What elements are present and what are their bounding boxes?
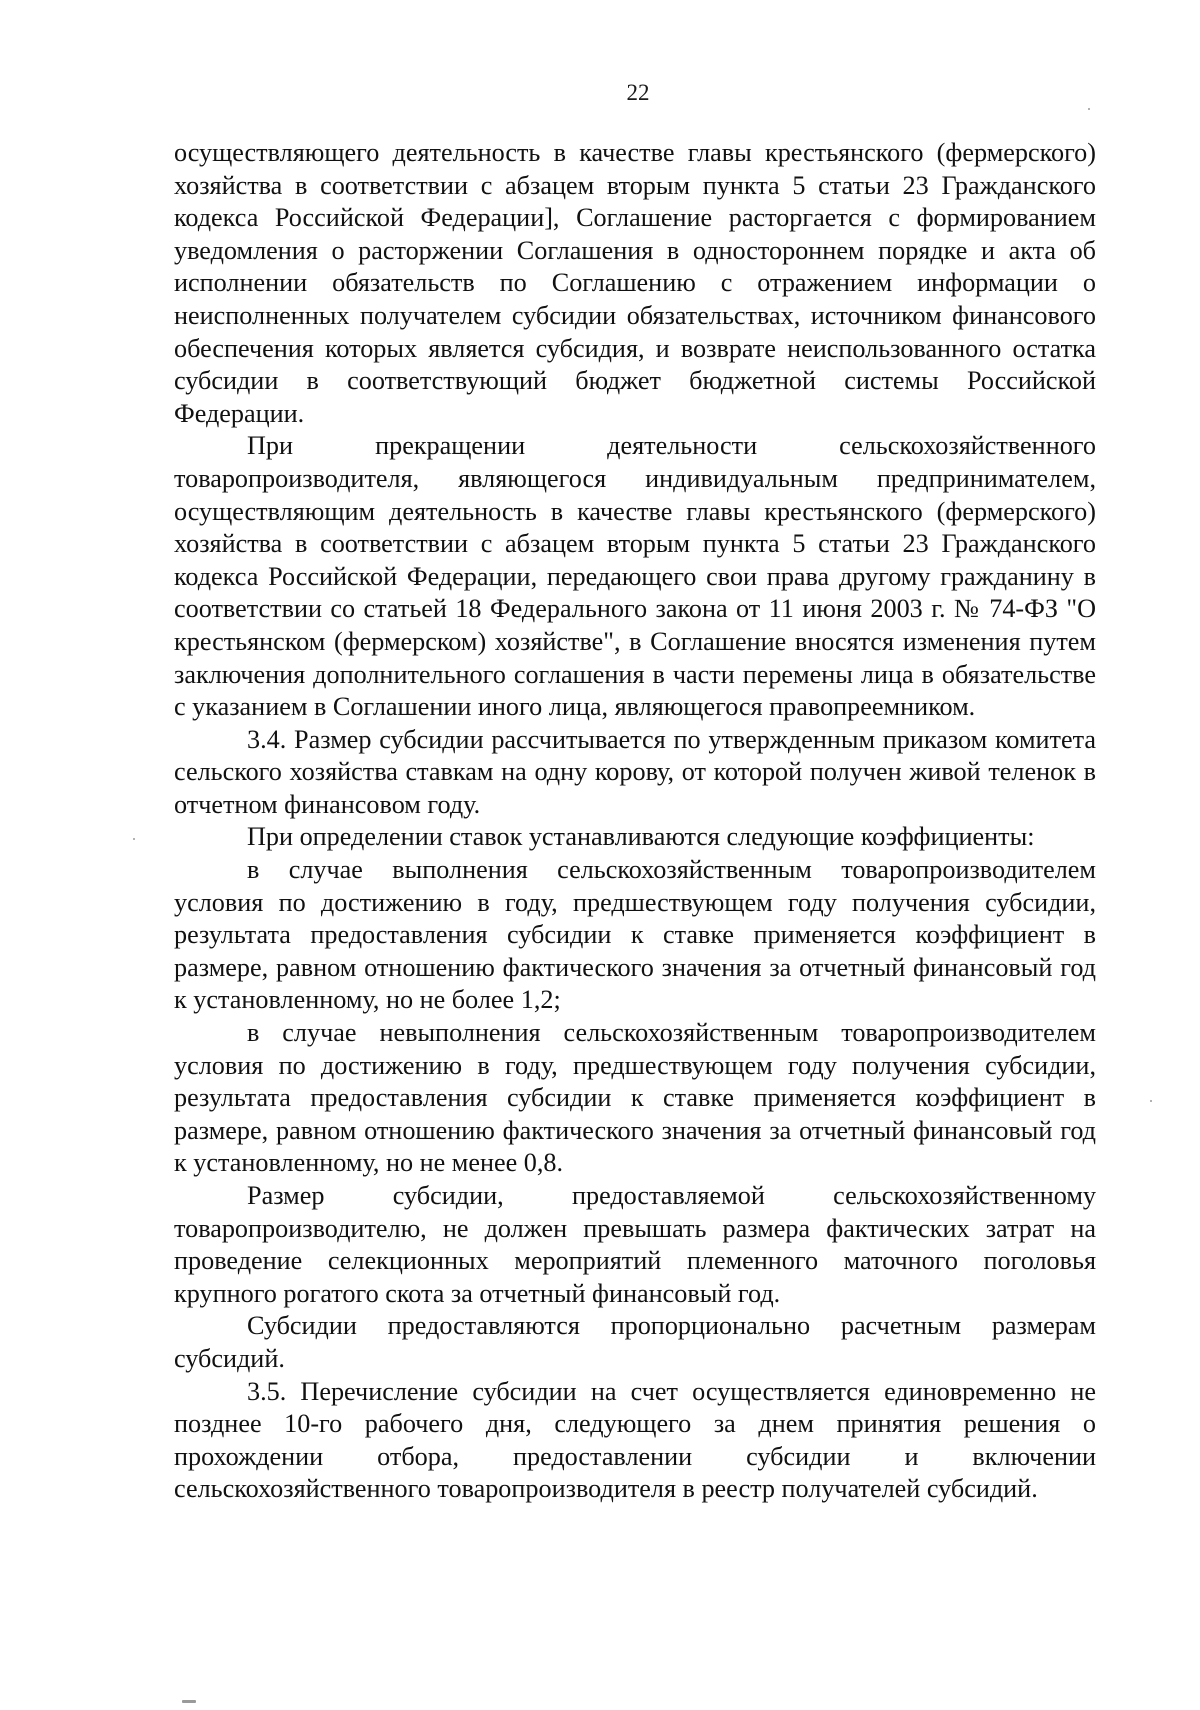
scan-speck	[182, 1700, 196, 1703]
paragraph-3-5: 3.5. Перечисление субсидии на счет осуществляется единовременно не позднее 10-го рабочего дня, следующего за днем принятия решения о прохождении отбора, предоставлении субсидии и включении сельскохозяйственного товаропроизводителя в реестр получателей субсидий.	[174, 1376, 1096, 1504]
paragraph-termination-continued: осуществляющего деятельность в качестве главы крестьянского (фермерского) хозяйства в соответствии с абзацем вторым пункта 5 статьи 23 Гражданского кодекса Российской Федерации], Соглашение расторгается с формированием уведомления о расторжении Соглашения в одностороннем порядке и акта об исполнении обязательств по Соглашению с отражением информации о неисполненных получателем субсидии обязательствах, источником финансового обеспечения которых является субсидия, и возврате неиспользованного остатка субсидии в соответствующий бюджет бюджетной системы Российской Федерации.	[174, 138, 1096, 428]
paragraph-proportional: Субсидии предоставляются пропорционально расчетным размерам субсидий.	[174, 1311, 1096, 1373]
paragraph-coefficients-intro: При определении ставок устанавливаются следующие коэффициенты:	[247, 822, 1035, 852]
paragraph-coefficient-fulfilled: в случае выполнения сельскохозяйственным товаропроизводителем условия по достижению в году, предшествующем году получения субсидии, результата предоставления субсидии к ставке применяется коэффициент в размере, равном отношению фактического значения за отчетный финансовый год к установленному, но не более 1,2;	[174, 855, 1096, 1015]
paragraph-subsidy-limit: Размер субсидии, предоставляемой сельскохозяйственному товаропроизводителю, не должен превышать размера фактических затрат на проведение селекционных мероприятий племенного маточного поголовья крупного рогатого скота за отчетный финансовый год.	[174, 1181, 1096, 1308]
page-number: 22	[626, 80, 650, 105]
scan-speck	[1150, 1100, 1152, 1102]
scan-speck	[1088, 108, 1090, 110]
scan-speck	[133, 838, 135, 840]
paragraph-3-4: 3.4. Размер субсидии рассчитывается по утвержденным приказом комитета сельского хозяйства ставкам на одну корову, от которой получен живой теленок в отчетном финансовом году.	[174, 724, 1096, 819]
paragraph-coefficient-unfulfilled: в случае невыполнения сельскохозяйственным товаропроизводителем условия по достижению в году, предшествующем году получения субсидии, результата предоставления субсидии к ставке применяется коэффициент в размере, равном отношению фактического значения за отчетный финансовый год к установленному, но не менее 0,8.	[174, 1018, 1096, 1178]
paragraph-successor: При прекращении деятельности сельскохозяйственного товаропроизводителя, являющегося индивидуальным предпринимателем, осуществляющим деятельность в качестве главы крестьянского (фермерского) хозяйства в соответствии с абзацем вторым пункта 5 статьи 23 Гражданского кодекса Российской Федерации, передающего свои права другому гражданину в соответствии со статьей 18 Федерального закона от 11 июня 2003 г. № 74-ФЗ "О крестьянском (фермерском) хозяйстве", в Соглашение вносятся изменения путем заключения дополнительного соглашения в части перемены лица в обязательстве с указанием в Соглашении иного лица, являющегося правопреемником.	[174, 431, 1096, 722]
document-body	[174, 137, 1096, 1506]
